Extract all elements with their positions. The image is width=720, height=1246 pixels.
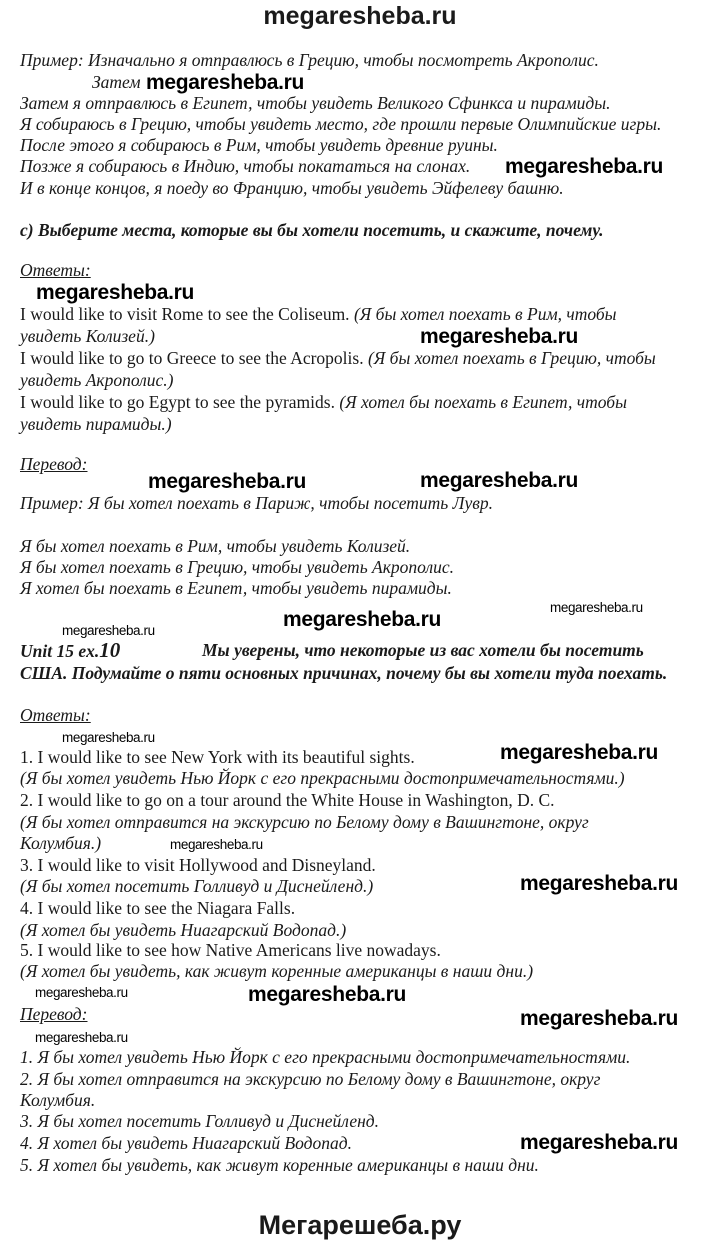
watermark: megaresheba.ru [500, 741, 659, 764]
text-line: Я собираюсь в Грецию, чтобы увидеть место, где прошли первые Олимпийские игры. [20, 114, 662, 134]
text-line: Позже я собираюсь в Индию, чтобы покататься на слонах. [20, 156, 471, 176]
answer-en: I would like to go to Greece to see the Acropolis. [20, 348, 364, 368]
answer-line: 5. I would like to see how Native Americans live nowadays. [20, 940, 441, 960]
text-line: Затем [92, 72, 141, 92]
answer-translation: (Я бы хотел посетить Голливуд и Диснейленд.) [20, 876, 374, 896]
text-line: Я хотел бы поехать в Египет, чтобы увидеть пирамиды. [20, 578, 452, 598]
answer-translation: (Я бы хотел увидеть Нью Йорк с его прекрасными достопримечательностями.) [20, 768, 625, 788]
answers-label: Ответы: [20, 260, 91, 280]
site-footer[interactable]: Мегарешеба.ру [258, 1210, 462, 1240]
answer-line: увидеть Колизей.) [20, 326, 155, 346]
answer-line: 3. I would like to visit Hollywood and Disneyland. [20, 855, 376, 875]
unit-task: США. Подумайте о пяти основных причинах, почему бы вы хотели туда поехать. [20, 663, 668, 683]
watermark: megaresheba.ru [283, 608, 442, 631]
translation-label: Перевод: [20, 454, 88, 474]
answer-line [20, 348, 656, 369]
watermark: megaresheba.ru [420, 469, 579, 492]
watermark: megaresheba.ru [35, 1030, 128, 1045]
text-line: Я бы хотел поехать в Грецию, чтобы увидеть Акрополис. [20, 557, 454, 577]
text-line: После этого я собираюсь в Рим, чтобы увидеть древние руины. [20, 135, 498, 155]
text-line: 3. Я бы хотел посетить Голливуд и Диснейленд. [20, 1111, 380, 1131]
watermark: megaresheba.ru [505, 155, 664, 178]
watermark: megaresheba.ru [62, 730, 155, 745]
translation-label: Перевод: [20, 1004, 88, 1024]
text-line: 4. Я хотел бы увидеть Ниагарский Водопад. [20, 1133, 352, 1153]
watermark: megaresheba.ru [520, 872, 679, 895]
answer-ru: (Я бы хотел поехать в Грецию, чтобы [367, 348, 656, 368]
answer-en: I would like to visit Rome to see the Coliseum. [20, 304, 350, 324]
task-heading: с) Выберите места, которые вы бы хотели посетить, и скажите, почему. [20, 220, 604, 240]
watermark: megaresheba.ru [62, 623, 155, 638]
answer-line: увидеть Акрополис.) [20, 370, 174, 390]
answer-line [20, 304, 617, 325]
unit-heading [20, 640, 120, 662]
answer-translation: (Я хотел бы увидеть, как живут коренные американцы в наши дни.) [20, 961, 534, 981]
text-line: Колумбия. [20, 1090, 96, 1110]
watermark: megaresheba.ru [146, 71, 305, 94]
answer-line [20, 392, 627, 413]
unit-label: Unit 15 ex. [20, 641, 100, 661]
answer-translation: (Я бы хотел отправится на экскурсию по Белому дому в Вашингтоне, округ [20, 812, 589, 832]
answer-line: 2. I would like to go on a tour around the White House in Washington, D. C. [20, 790, 555, 810]
text-line: 1. Я бы хотел увидеть Нью Йорк с его прекрасными достопримечательностями. [20, 1047, 631, 1067]
watermark: megaresheba.ru [35, 985, 128, 1000]
watermark: megaresheba.ru [520, 1007, 679, 1030]
text-line: Я бы хотел поехать в Рим, чтобы увидеть Колизей. [20, 536, 411, 556]
watermark: megaresheba.ru [148, 470, 307, 493]
example-line: Пример: Я бы хотел поехать в Париж, чтобы посетить Лувр. [20, 493, 493, 513]
answer-line: 1. I would like to see New York with its beautiful sights. [20, 747, 415, 767]
answer-translation: (Я хотел бы увидеть Ниагарский Водопад.) [20, 920, 347, 940]
answer-en: I would like to go Egypt to see the pyramids. [20, 392, 335, 412]
watermark: megaresheba.ru [420, 325, 579, 348]
site-header[interactable]: megaresheba.ru [263, 2, 457, 30]
text-line: И в конце концов, я поеду во Францию, чтобы увидеть Эйфелеву башню. [20, 178, 564, 198]
watermark: megaresheba.ru [550, 600, 643, 615]
watermark: megaresheba.ru [170, 837, 263, 852]
answer-line: 4. I would like to see the Niagara Falls. [20, 898, 296, 918]
answer-line: увидеть пирамиды.) [20, 414, 172, 434]
unit-task: Мы уверены, что некоторые из вас хотели бы посетить [202, 640, 644, 660]
unit-number: 10 [99, 638, 121, 662]
text-line: 2. Я бы хотел отправится на экскурсию по Белому дому в Вашингтоне, округ [20, 1069, 601, 1089]
text-line: Затем я отправлюсь в Египет, чтобы увидеть Великого Сфинкса и пирамиды. [20, 93, 611, 113]
example-line: Пример: Изначально я отправлюсь в Грецию, чтобы посмотреть Акрополис. [20, 50, 599, 70]
watermark: megaresheba.ru [248, 983, 407, 1006]
answer-translation: Колумбия.) [20, 833, 102, 853]
answer-ru: (Я бы хотел поехать в Рим, чтобы [353, 304, 617, 324]
watermark: megaresheba.ru [36, 281, 195, 304]
watermark: megaresheba.ru [520, 1131, 679, 1154]
answers-label: Ответы: [20, 705, 91, 725]
answer-ru: (Я хотел бы поехать в Египет, чтобы [339, 392, 627, 412]
text-line: 5. Я хотел бы увидеть, как живут коренные американцы в наши дни. [20, 1155, 539, 1175]
